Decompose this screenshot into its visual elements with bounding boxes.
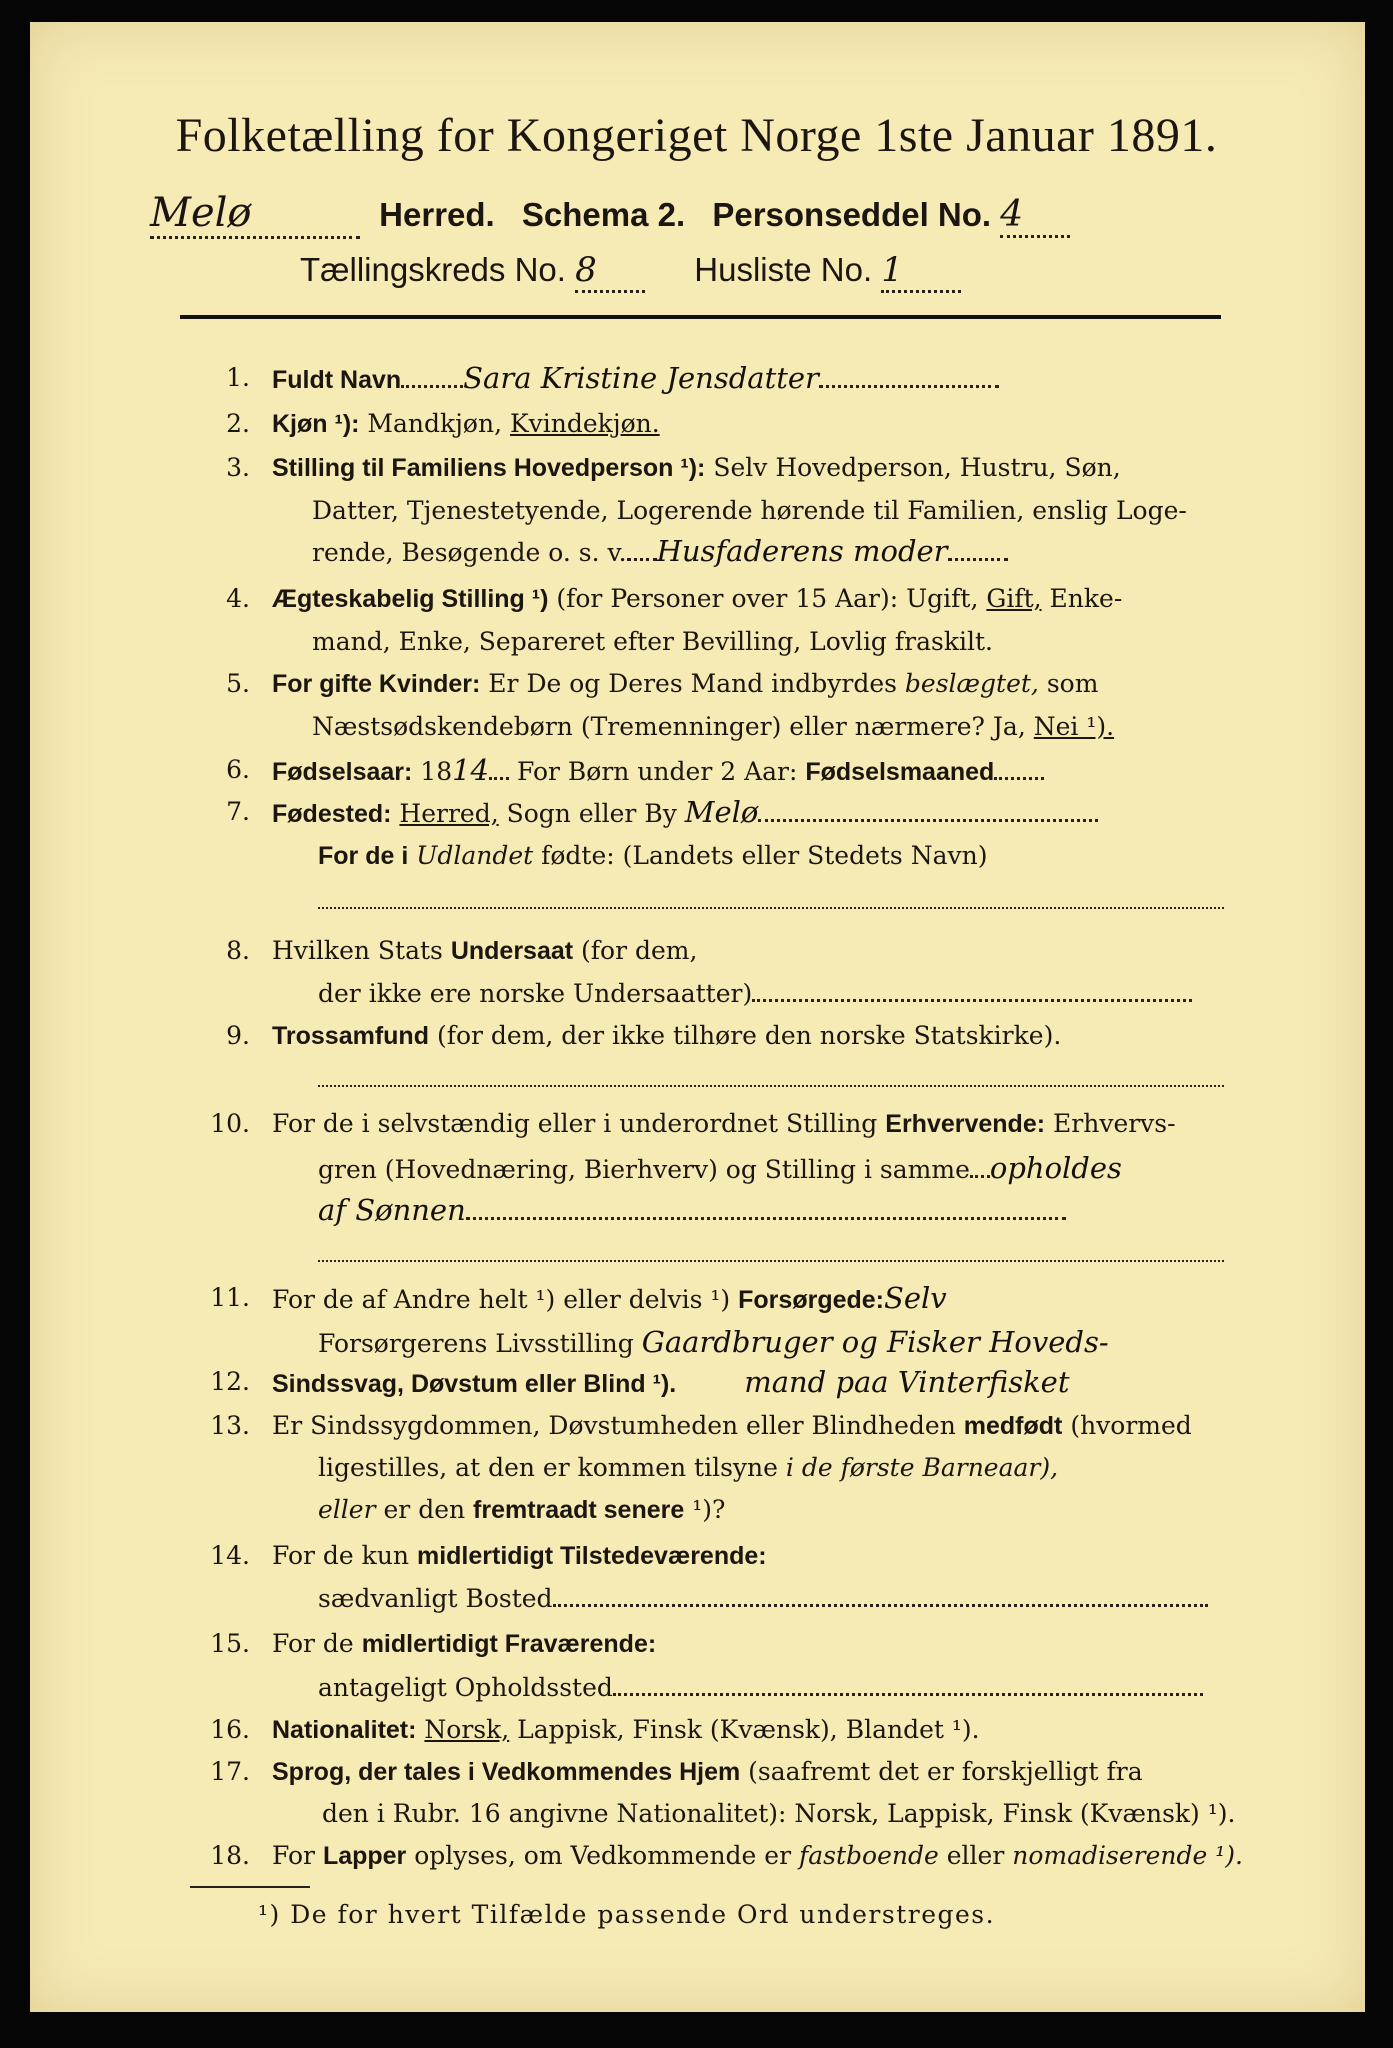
item-number: 6. [226, 755, 250, 784]
item-text: Er De og Deres Mand indbyrdes [488, 669, 897, 698]
item-text: som [1046, 669, 1099, 698]
item-13-line2 [318, 1452, 1243, 1484]
item-label: Nationalitet: [272, 1716, 417, 1744]
item-text: gren (Hovednæring, Bierhverv) og Stilling i samme [318, 1155, 970, 1184]
item-text: oplyses, om Vedkommende er [414, 1841, 792, 1870]
item-10-line3 [318, 1194, 1243, 1228]
item-text: fødte: (Landets eller Stedets Navn) [541, 841, 988, 870]
item-number: 1. [226, 363, 250, 392]
kreds-line [300, 250, 961, 300]
item-number: 11. [210, 1283, 250, 1312]
underlined-choice: Nei ¹). [1033, 712, 1115, 741]
item-number: 18. [210, 1841, 250, 1870]
item-label: Trossamfund [272, 1022, 429, 1050]
item-label: Erhvervende: [885, 1110, 1046, 1138]
blank-line [318, 1083, 1224, 1087]
item-italic: i de første Barneaar), [785, 1453, 1059, 1482]
item-text: rende, Besøgende o. s. v. [312, 538, 627, 567]
answer-birth-year: 14 [452, 753, 490, 787]
schema-label: Schema 2. [521, 196, 686, 233]
item-15-line2 [318, 1672, 1243, 1704]
item-number: 13. [210, 1411, 250, 1440]
item-label: Forsørgede: [738, 1286, 884, 1314]
item-label: medfødt [963, 1412, 1063, 1440]
item-number: 12. [210, 1367, 250, 1396]
item-label: Fødselsmaaned [805, 758, 995, 786]
item-text: Lappisk, Finsk (Kvænsk), Blandet ¹). [517, 1715, 980, 1744]
item-text: For de kun [272, 1541, 410, 1570]
item-text: For Børn under 2 Aar: [516, 757, 798, 786]
item-label: Kjøn ¹): [272, 410, 360, 438]
answer-occupation: opholdes [989, 1151, 1122, 1185]
item-text: ligestilles, at den er kommen tilsyne [318, 1453, 778, 1482]
underlined-choice: Herred, [399, 799, 499, 828]
herred-handwritten: Melø [150, 190, 360, 239]
item-text: (for Personer over 15 Aar): Ugift, [556, 584, 979, 613]
item-13-line3 [318, 1494, 1243, 1526]
item-text: ¹)? [692, 1495, 726, 1524]
item-text: For de af Andre helt ¹) eller delvis ¹) [272, 1285, 731, 1314]
item-italic: Udlandet [416, 841, 534, 870]
item-text: (saafremt det er forskjelligt fra [748, 1757, 1143, 1786]
item-italic: eller [318, 1495, 376, 1524]
husliste-label: Husliste No. [694, 251, 873, 288]
husliste-number: 1 [881, 250, 961, 293]
item-text: For de [272, 1629, 354, 1658]
item-text: sædvanligt Bosted [318, 1584, 553, 1613]
item-number: 15. [210, 1629, 250, 1658]
item-10-line2 [318, 1152, 1243, 1186]
item-label: Fødselsaar: [272, 758, 413, 786]
item-7-line2 [318, 840, 1243, 872]
item-number: 2. [226, 409, 250, 438]
answer-supported: Selv [884, 1281, 947, 1315]
item-text: Enke- [1049, 584, 1123, 613]
item-label: For de i [318, 842, 409, 870]
item-text: (hvormed [1070, 1411, 1192, 1440]
item-number: 8. [226, 936, 250, 965]
item-text: antageligt Opholdssted [318, 1673, 613, 1702]
item-5-line2 [312, 711, 1243, 743]
item-number: 7. [226, 797, 250, 826]
item-italic: beslægtet, [904, 669, 1039, 698]
herred-label: Herred. [379, 196, 495, 233]
item-label: fremtraadt senere [473, 1496, 685, 1524]
item-text: er den [383, 1495, 466, 1524]
blank-line [318, 1258, 1224, 1262]
item-text: (for dem, der ikke tilhøre den norske Statskirke). [436, 1021, 1062, 1050]
item-label: For gifte Kvinder: [272, 670, 481, 698]
item-8-line2 [318, 978, 1243, 1010]
item-number: 9. [226, 1021, 250, 1050]
item-label: midlertidigt Fraværende: [361, 1630, 657, 1658]
answer-provider-occupation-cont: mand paa Vinterfisket [744, 1365, 1070, 1399]
item-number: 14. [210, 1541, 250, 1570]
item-number: 3. [226, 453, 250, 482]
item-label: Sindssvag, Døvstum eller Blind ¹). [272, 1370, 677, 1398]
kreds-number: 8 [575, 250, 645, 293]
item-text: der ikke ere norske Undersaatter) [318, 979, 753, 1008]
item-label: Lapper [322, 1842, 407, 1870]
underlined-choice: Kvindekjøn. [509, 409, 660, 438]
item-number: 4. [226, 584, 250, 613]
footnote-rule [190, 1886, 310, 1888]
item-label: Sprog, der tales i Vedkommendes Hjem [272, 1758, 741, 1786]
form-title: Folketælling for Kongeriget Norge 1ste Januar 1891. [175, 109, 1218, 162]
item-italic: nomadiserende ¹). [1012, 1841, 1243, 1870]
item-3-line3 [312, 535, 1243, 569]
underlined-choice: Gift, [986, 584, 1042, 613]
item-text: Sogn eller By [506, 799, 677, 828]
answer-occupation-cont: af Sønnen [318, 1193, 466, 1227]
item-14-line2 [318, 1583, 1243, 1615]
item-text: 18 [420, 757, 453, 786]
item-label: Stilling til Familiens Hovedperson ¹): [272, 454, 706, 482]
item-text: Næstsødskendebørn (Tremenninger) eller nærmere? Ja, [312, 712, 1026, 741]
personseddel-number: 4 [1000, 194, 1070, 238]
item-text: For [272, 1841, 315, 1870]
item-text: (for dem, [581, 936, 698, 965]
item-text: For de i selvstændig eller i underordnet Stilling [272, 1109, 878, 1138]
answer-name: Sara Kristine Jensdatter [463, 361, 819, 395]
item-text: Mandkjøn, [367, 409, 503, 438]
answer-provider-occupation: Gaardbruger og Fisker Hoveds- [641, 1325, 1109, 1359]
item-number: 17. [210, 1757, 250, 1786]
personseddel-label: Personseddel No. [712, 196, 992, 233]
item-label: midlertidigt Tilstedeværende: [416, 1542, 767, 1570]
item-text: Selv Hovedperson, Hustru, Søn, [713, 453, 1121, 482]
item-4-line2: mand, Enke, Separeret efter Bevilling, Lovlig fraskilt. [312, 627, 993, 656]
item-label: Ægteskabelig Stilling ¹) [272, 585, 549, 613]
answer-position: Husfaderens moder [656, 534, 948, 568]
item-label: Undersaat [450, 937, 574, 965]
item-italic: fastboende [799, 1841, 939, 1870]
herred-line [150, 190, 1263, 240]
item-number: 5. [226, 669, 250, 698]
blank-line [318, 905, 1224, 909]
item-number: 10. [210, 1109, 250, 1138]
item-number: 16. [210, 1715, 250, 1744]
kreds-label: Tællingskreds No. [300, 251, 566, 288]
item-text: eller [946, 1841, 1005, 1870]
footnote: ¹) De for hvert Tilfælde passende Ord understreges. [258, 1900, 996, 1929]
item-11-line2 [318, 1326, 1243, 1360]
answer-birthplace: Melø [684, 795, 759, 829]
item-text: Erhvervs- [1053, 1109, 1176, 1138]
item-label: Fødested: [272, 800, 392, 828]
item-label: Fuldt Navn [272, 366, 402, 394]
underlined-choice: Norsk, [424, 1715, 510, 1744]
item-text: Forsørgerens Livsstilling [318, 1329, 634, 1358]
item-text: Hvilken Stats [272, 936, 443, 965]
item-17-line2: den i Rubr. 16 angivne Nationalitet): Norsk, Lappisk, Finsk (Kvænsk) ¹). [322, 1799, 1236, 1828]
item-3-line2: Datter, Tjenestetyende, Logerende hørende til Familien, enslig Loge- [312, 496, 1187, 525]
header-rule [180, 315, 1221, 319]
item-text: Er Sindssygdommen, Døvstumheden eller Blindheden [272, 1411, 956, 1440]
